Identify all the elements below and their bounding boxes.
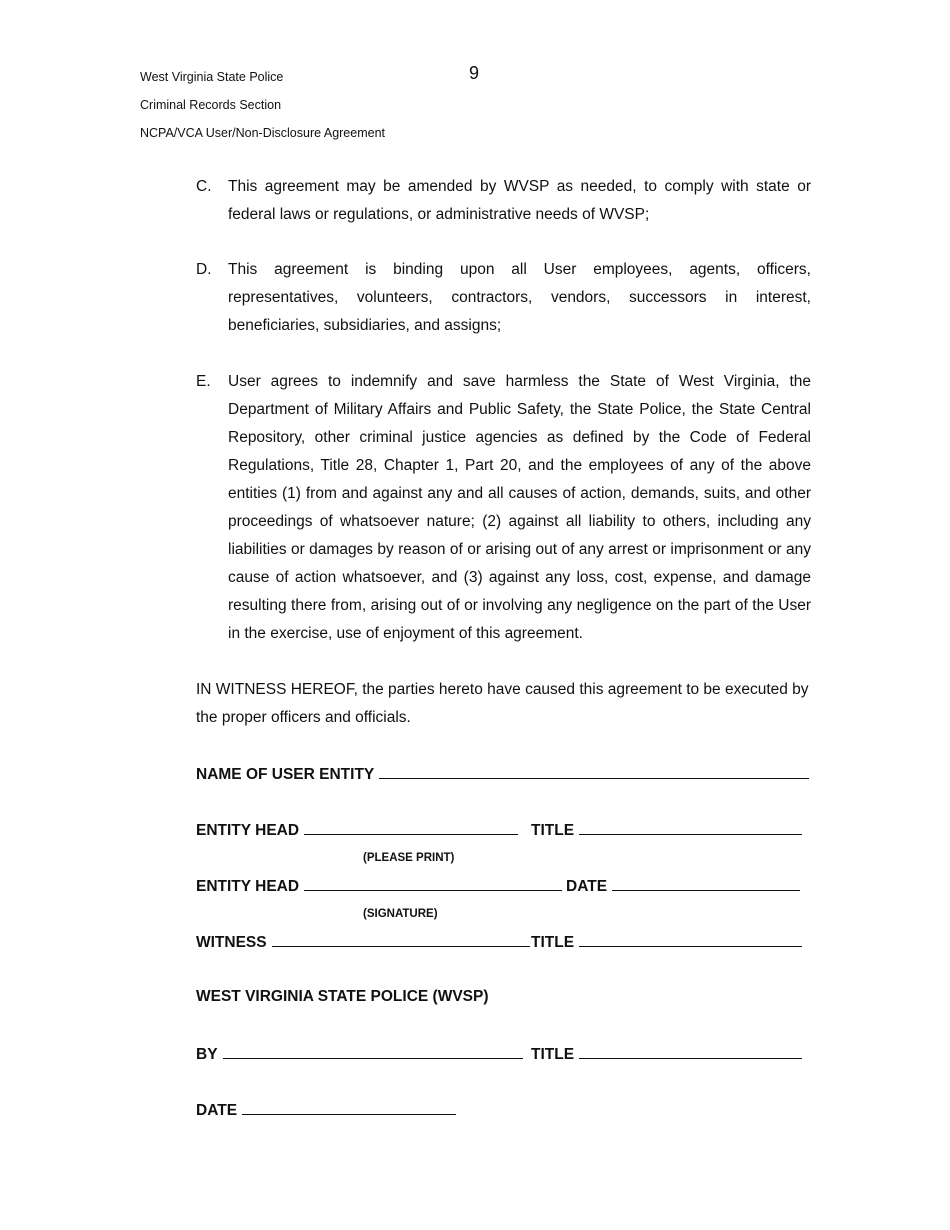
title-line-2[interactable] [579, 931, 802, 947]
clause-text: This agreement is binding upon all User employees, agents, officers, representatives, volunteers, contractors, vendors, successors in interest, beneficiaries, subsidiaries, and assigns; [228, 261, 811, 334]
title-field-2 [531, 931, 802, 953]
witness-label: WITNESS [196, 934, 267, 951]
name-of-user-entity-label: NAME OF USER ENTITY [196, 766, 375, 783]
witness-line[interactable] [272, 931, 530, 947]
clause-d [196, 256, 811, 340]
entity-head-signature-line[interactable] [304, 875, 562, 891]
date-label: DATE [566, 878, 608, 895]
witness-statement: IN WITNESS HEREOF, the parties hereto have caused this agreement to be executed by the proper officers and officials. [196, 681, 809, 726]
title-label: TITLE [531, 1046, 575, 1063]
header-section: Criminal Records Section [140, 98, 282, 112]
entity-head-print-field [196, 819, 518, 841]
please-print-note: (PLEASE PRINT) [363, 852, 455, 864]
by-field [196, 1043, 523, 1065]
title-field-3 [531, 1043, 802, 1065]
title-label: TITLE [531, 822, 575, 839]
by-label: BY [196, 1046, 218, 1063]
title-line-1[interactable] [579, 819, 802, 835]
title-field-1 [531, 819, 802, 841]
header-document-title: NCPA/VCA User/Non-Disclosure Agreement [140, 126, 385, 140]
title-label: TITLE [531, 934, 575, 951]
entity-head-label: ENTITY HEAD [196, 822, 300, 839]
clause-letter: C. [196, 178, 212, 195]
entity-head-print-line[interactable] [304, 819, 518, 835]
entity-head-label: ENTITY HEAD [196, 878, 300, 895]
name-of-user-entity-field [196, 763, 809, 785]
clause-text: User agrees to indemnify and save harmless the State of West Virginia, the Department of Military Affairs and Public Safety, the State Police, the State Central Repository, other criminal justice agencies as defined by the Code of Federal Regulations, Title 28, Chapter 1, Part 20, and the employees of any of the above entities (1) from and against any and all causes of action, demands, suits, and other proceedings of whatsoever nature; (2) against all liability to others, including any liabilities or damages by reason of or arising out of any arrest or imprisonment or any cause of action whatsoever, and (3) against any loss, cost, expense, and damage resulting there from, arising out of or involving any negligence on the part of the User in the exercise, use of enjoyment of this agreement. [228, 373, 811, 642]
clause-letter: D. [196, 261, 212, 278]
date-label: DATE [196, 1102, 238, 1119]
clause-letter: E. [196, 373, 211, 390]
clause-c [196, 173, 811, 229]
date-line-1[interactable] [612, 875, 800, 891]
header-agency: West Virginia State Police [140, 70, 284, 84]
witness-field [196, 931, 530, 953]
wvsp-heading: WEST VIRGINIA STATE POLICE (WVSP) [196, 988, 489, 1005]
date-field-1 [566, 875, 800, 897]
by-line[interactable] [223, 1043, 523, 1059]
signature-note: (SIGNATURE) [363, 908, 438, 920]
clause-e [196, 368, 811, 648]
date-field-2 [196, 1099, 456, 1121]
title-line-3[interactable] [579, 1043, 802, 1059]
name-of-user-entity-line[interactable] [379, 763, 809, 779]
page-number: 9 [469, 63, 480, 83]
date-line-2[interactable] [242, 1099, 456, 1115]
entity-head-signature-field [196, 875, 562, 897]
clause-text: This agreement may be amended by WVSP as needed, to comply with state or federal laws or regulations, or administrative needs of WVSP; [228, 178, 811, 223]
